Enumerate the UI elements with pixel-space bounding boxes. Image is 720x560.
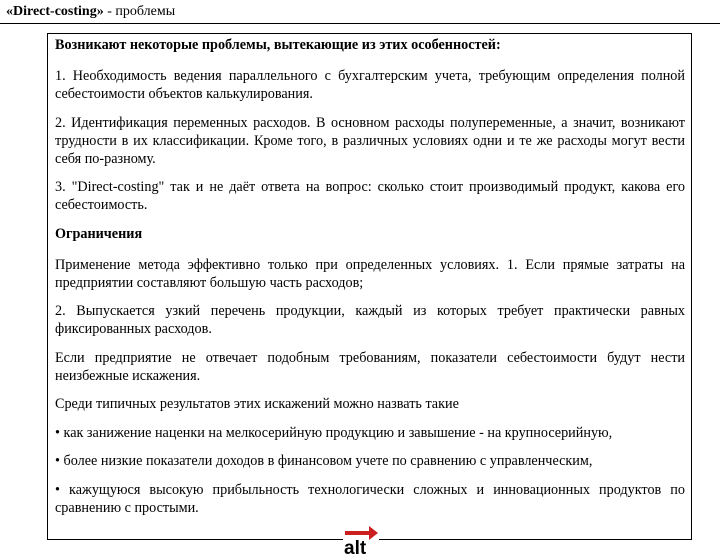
slide-title-rest: - проблемы	[103, 4, 176, 19]
intro-heading: Возникают некоторые проблемы, вытекающие из этих особенностей:	[55, 37, 501, 53]
bullet-item-1: • как занижение наценки на мелкосерийную продукцию и завышение - на крупносерийную,	[55, 424, 613, 441]
logo-text: alt	[344, 538, 367, 555]
alt-logo-graphic	[343, 522, 379, 555]
limit-paragraph-3: Если предприятие не отвечает подобным требованиям, показатели себестоимости будут нести неизбежные искажения.	[55, 349, 685, 384]
problem-item-1: 1. Необходимость ведения параллельного с бухгалтерским учета, требующим определения полной себестоимости объектов калькулирования.	[55, 68, 685, 102]
limits-heading: Ограничения	[55, 225, 143, 242]
title-divider	[0, 23, 720, 24]
bullet-item-2: • более низкие показатели доходов в финансовом учете по сравнению с управленческим,	[55, 453, 593, 469]
slide-body	[55, 36, 685, 527]
limit-paragraph-2: 2. Выпускается узкий перечень продукции, каждый из которых требует практически равных фиксированных расходов.	[55, 303, 685, 337]
bullet-item-3: • кажущуюся высокую прибыльность технологически сложных и инновационных продуктов по сравнению с простыми.	[55, 481, 685, 516]
slide-title-bold: «Direct-costing»	[6, 4, 104, 19]
problem-item-2: 2. Идентификация переменных расходов. В основном расходы полупеременные, а значит, возникают трудности в их классификации. Кроме того, в различных условиях одни и те же расходы могут вести себя по-разному.	[55, 114, 685, 167]
limit-paragraph-4: Среди типичных результатов этих искажений можно назвать такие	[55, 396, 459, 412]
slide-title	[6, 4, 175, 20]
alt-logo	[343, 522, 379, 555]
limit-paragraph-1: Применение метода эффективно только при определенных условиях. 1. Если прямые затраты на предприятии составляют большую часть расходов;	[55, 256, 685, 291]
problem-item-3: 3. "Direct-costing" так и не даёт ответа на вопрос: сколько стоит производимый продукт, какова его себестоимость.	[55, 179, 685, 213]
